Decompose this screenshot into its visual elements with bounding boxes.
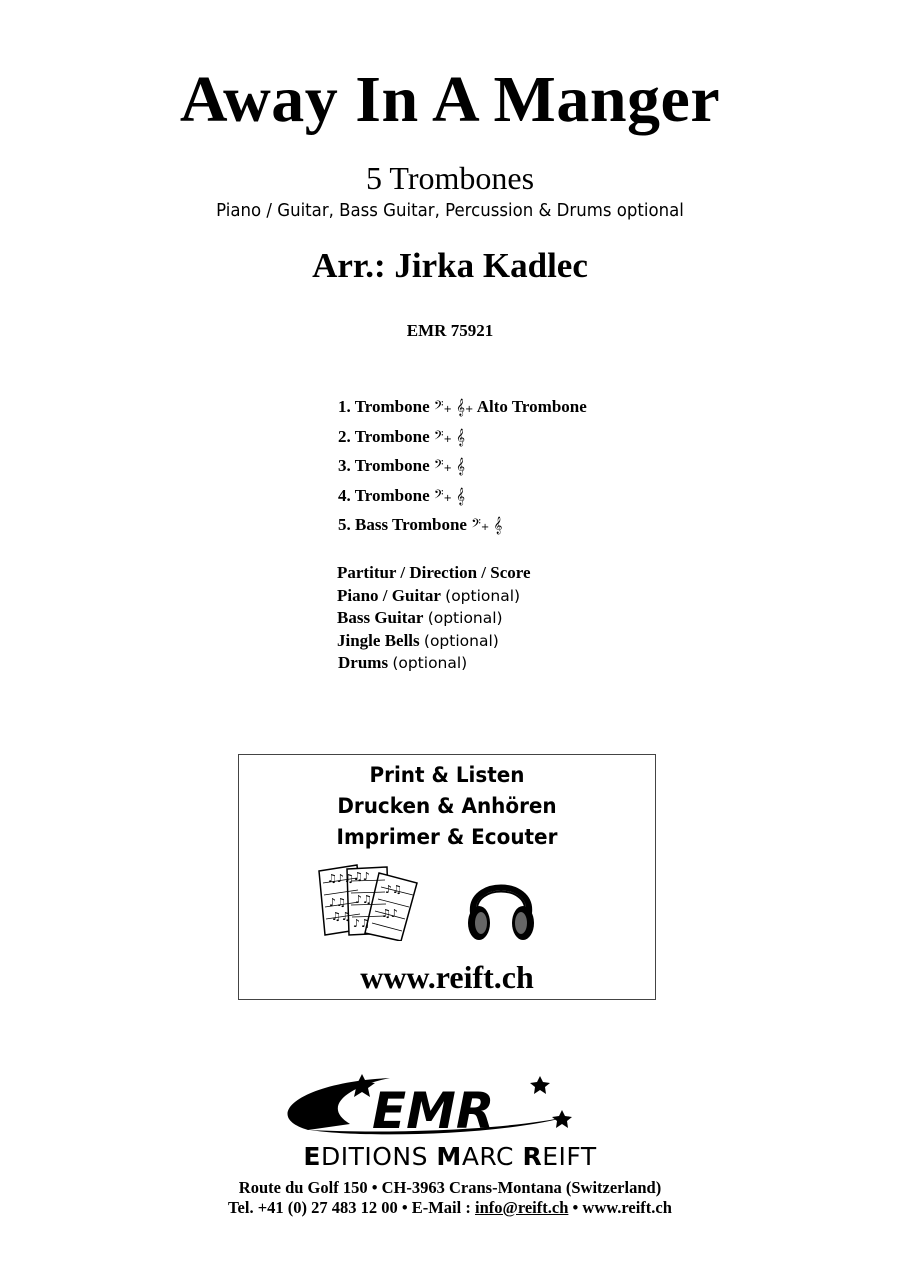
sheet-music-icon <box>313 863 423 941</box>
extra-name: Jingle Bells <box>337 630 420 650</box>
promo-line-de: Drucken & Anhören <box>337 794 557 818</box>
extra-item <box>337 652 531 675</box>
plus-sign: + <box>443 404 452 415</box>
svg-text:♪♫: ♪♫ <box>355 893 372 906</box>
contact-web: • www.reift.ch <box>568 1198 672 1217</box>
bass-clef-icon: 𝄢 <box>433 427 444 446</box>
catalog-number: EMR 75921 <box>406 321 494 340</box>
print-listen-box <box>238 754 656 1000</box>
title: Away In A Manger <box>179 63 721 136</box>
treble-clef-icon: 𝄞 <box>493 516 503 534</box>
extras-list <box>337 562 531 675</box>
extra-note: (optional) <box>427 609 503 627</box>
emr-logo-icon <box>240 1072 660 1142</box>
arranger: Arr.: Jirka Kadlec <box>312 246 588 285</box>
bass-clef-icon: 𝄢 <box>433 398 444 416</box>
part-item <box>338 514 587 544</box>
headphones-icon <box>465 867 537 943</box>
extra-item <box>337 562 531 585</box>
part-item <box>338 455 587 485</box>
subtitle: 5 Trombones <box>365 160 535 196</box>
instrumentation: Piano / Guitar, Bass Guitar, Percussion & Drums optional <box>216 200 684 221</box>
parts-list <box>338 396 587 544</box>
extra-name: Bass Guitar <box>337 608 424 627</box>
part-name: 2. Trombone <box>338 426 430 446</box>
part-name: 1. Trombone <box>338 397 430 416</box>
contact-tel: Tel. +41 (0) 27 483 12 00 • E-Mail : <box>228 1198 475 1217</box>
plus-sign: + <box>480 522 490 533</box>
treble-clef-icon: 𝄞 <box>456 457 466 475</box>
extra-item <box>337 585 531 608</box>
extra-name: Piano / Guitar <box>337 585 441 605</box>
bass-clef-icon: 𝄢 <box>433 457 444 475</box>
treble-clef-icon: 𝄞 <box>456 398 466 416</box>
bass-clef-icon: 𝄢 <box>471 516 481 534</box>
extra-item <box>337 630 531 653</box>
contact-line <box>0 1198 900 1218</box>
plus-sign: + <box>443 463 452 474</box>
extra-note: (optional) <box>392 654 468 672</box>
part-name: 4. Trombone <box>338 485 430 505</box>
part-item <box>338 396 587 426</box>
promo-line-en: Print & Listen <box>369 763 525 787</box>
part-item <box>338 485 587 515</box>
promo-url: www.reift.ch <box>360 959 534 995</box>
extra-note: (optional) <box>445 586 521 605</box>
svg-text:♫♫: ♫♫ <box>331 910 351 923</box>
plus-sign: + <box>465 404 474 415</box>
svg-text:♫♪: ♫♪ <box>353 870 370 883</box>
promo-line-fr: Imprimer & Ecouter <box>336 825 558 849</box>
treble-clef-icon: 𝄞 <box>456 486 466 505</box>
address: Route du Golf 150 • CH-3963 Crans-Montana (Switzerland) <box>238 1178 662 1197</box>
part-extra: Alto Trombone <box>476 397 587 416</box>
svg-text:♫♪: ♫♪ <box>381 907 398 920</box>
extra-note: (optional) <box>423 631 499 650</box>
logo-text: EMR <box>372 1082 495 1140</box>
svg-text:♪♫: ♪♫ <box>329 896 346 909</box>
treble-clef-icon: 𝄞 <box>456 427 466 446</box>
plus-sign: + <box>443 433 452 445</box>
svg-text:♫♪♫: ♫♪♫ <box>327 872 354 885</box>
part-name: 3. Trombone <box>338 456 430 475</box>
part-name: 5. Bass Trombone <box>338 515 467 534</box>
plus-sign: + <box>443 492 452 504</box>
extra-name: Partitur / Direction / Score <box>337 563 531 582</box>
part-item <box>338 426 587 456</box>
bass-clef-icon: 𝄢 <box>433 486 444 505</box>
svg-text:♪♫: ♪♫ <box>353 917 370 930</box>
email-link[interactable]: info@reift.ch <box>474 1198 569 1217</box>
publisher-name: EDITIONS MARC REIFT <box>303 1142 597 1171</box>
extra-item <box>337 607 531 630</box>
svg-text:♪♫: ♪♫ <box>385 883 402 896</box>
extra-name: Drums <box>338 653 389 672</box>
